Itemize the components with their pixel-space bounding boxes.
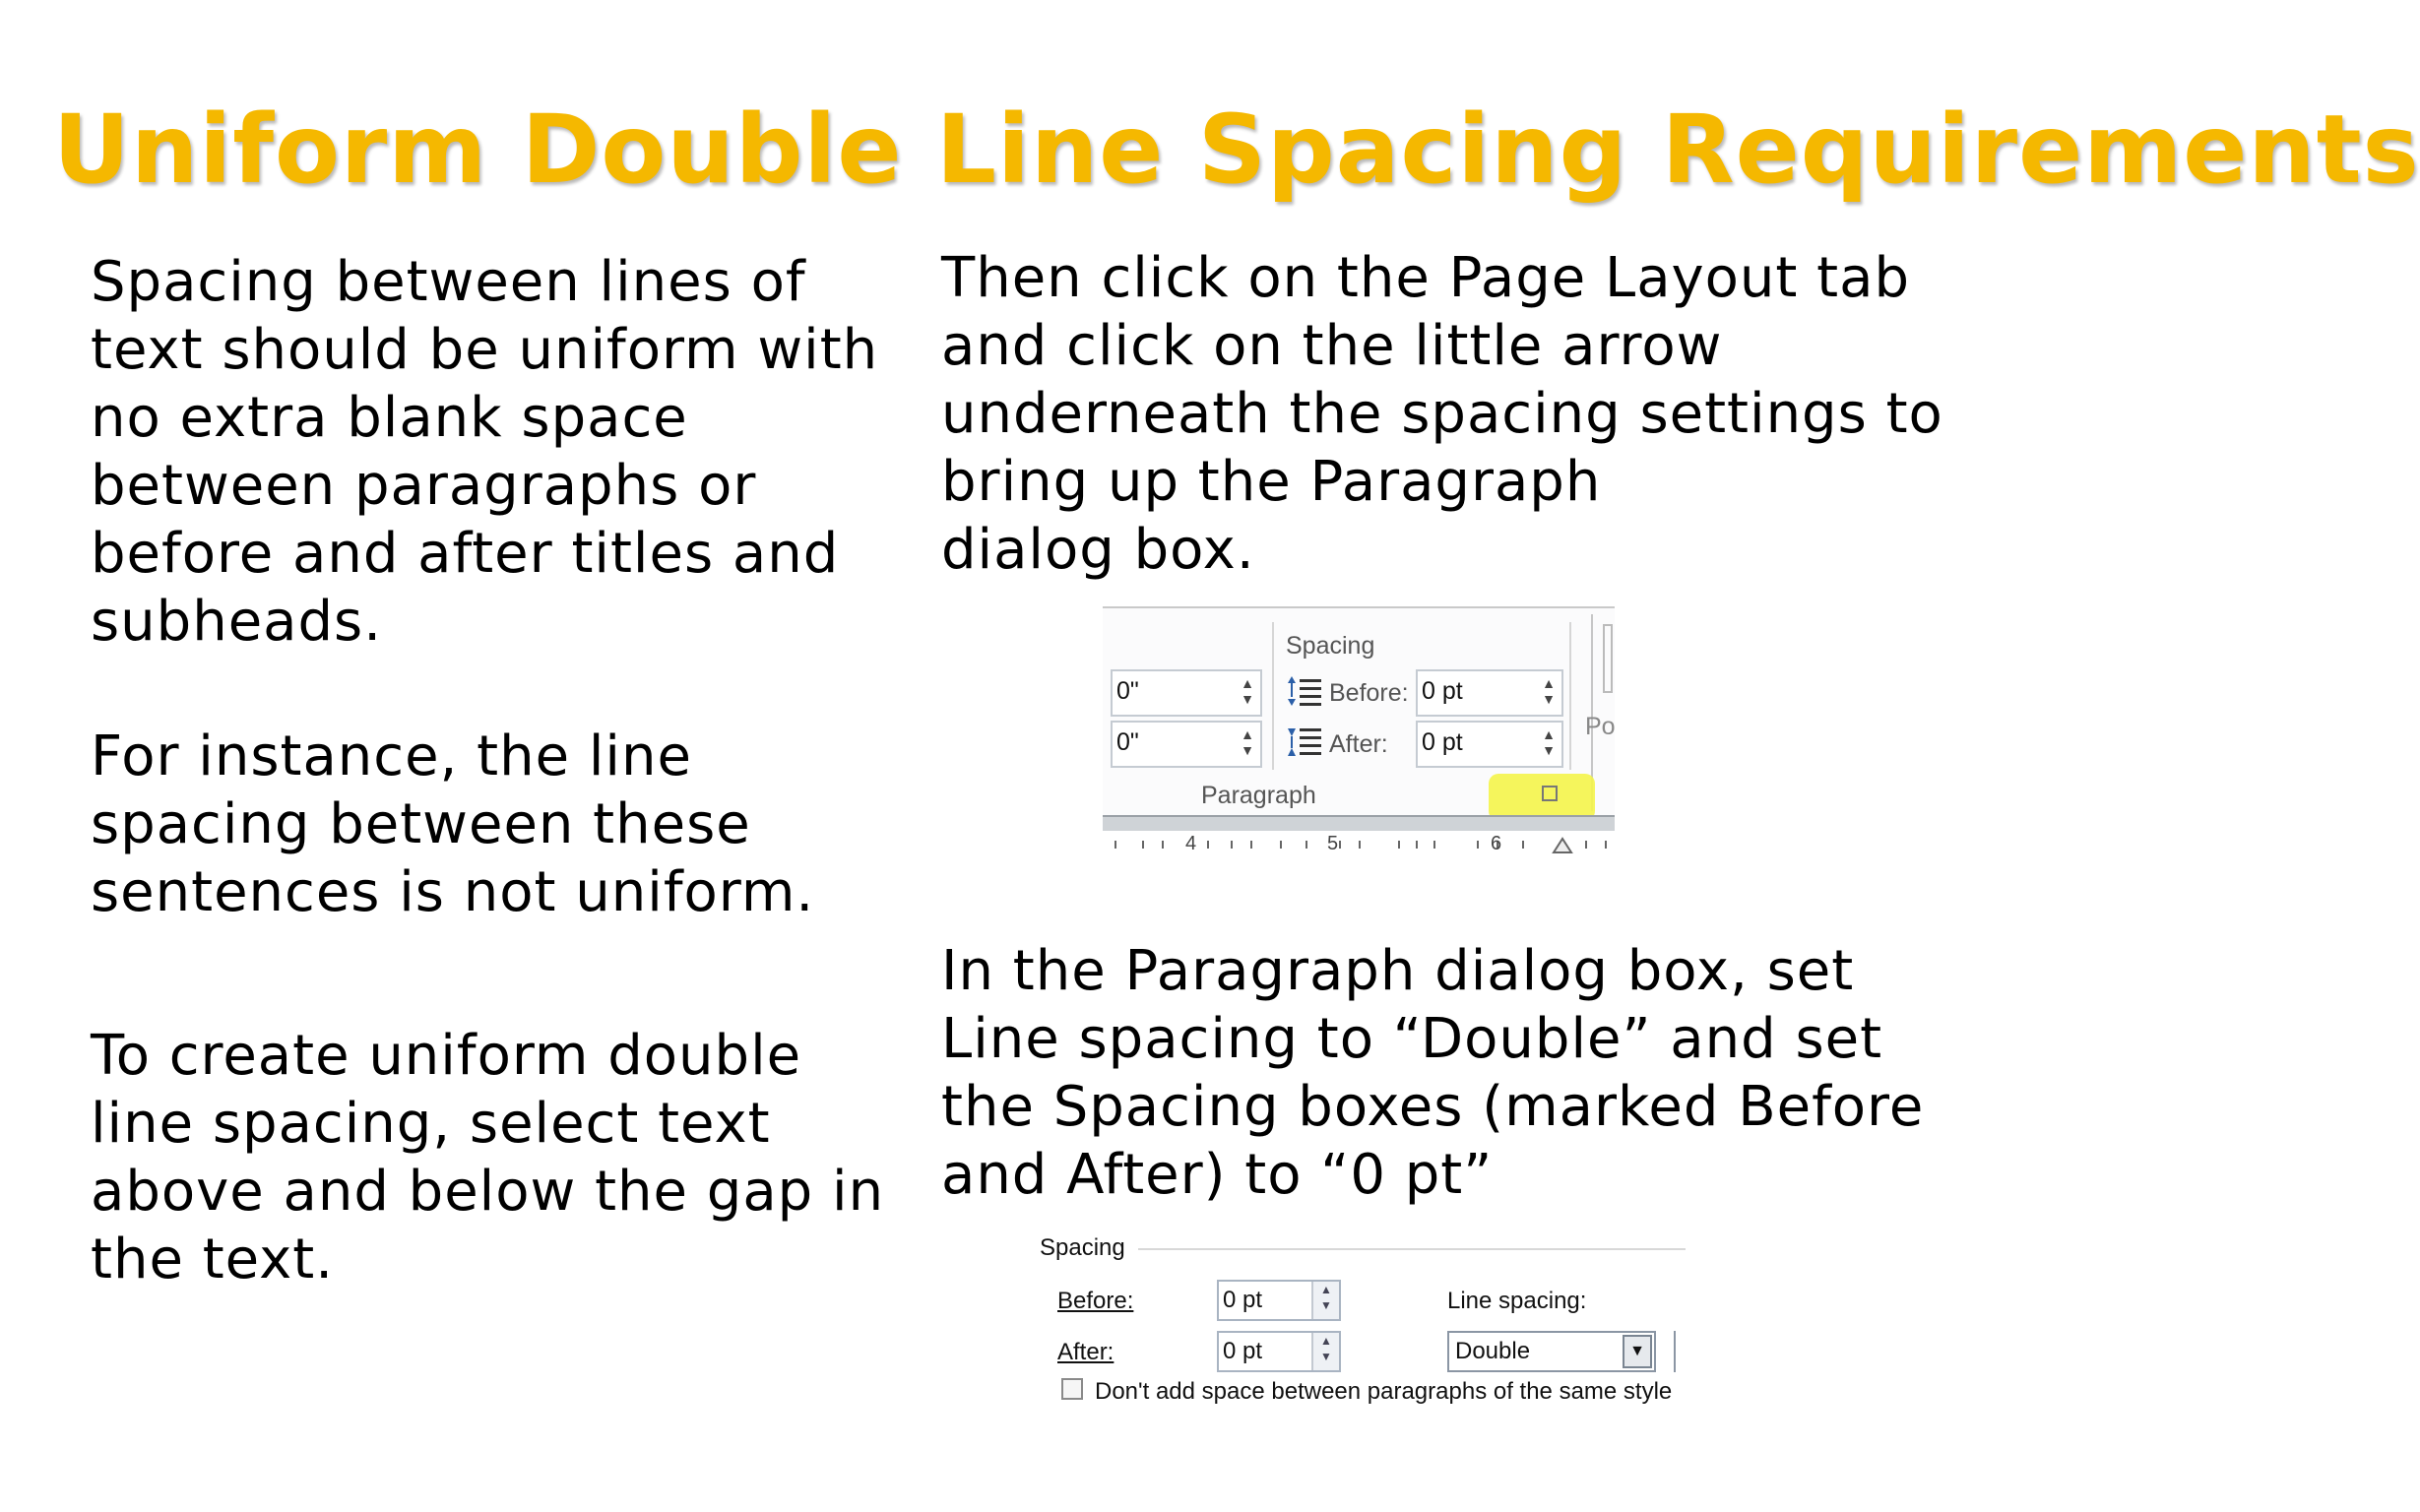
indent-left-value: 0" bbox=[1116, 677, 1139, 705]
text-line: and click on the little arrow bbox=[941, 314, 1723, 378]
ruler-tick bbox=[1280, 841, 1282, 849]
text-line: Then click on the Page Layout tab bbox=[941, 246, 1910, 310]
ruler-tick bbox=[1522, 841, 1524, 849]
ruler-tick bbox=[1605, 841, 1607, 849]
ruler-tick bbox=[1231, 841, 1233, 849]
dialog-after-input[interactable] bbox=[1217, 1331, 1341, 1372]
dialog-launcher-icon[interactable] bbox=[1542, 786, 1558, 801]
same-style-checkbox[interactable] bbox=[1061, 1378, 1083, 1400]
text-line: text should be uniform with bbox=[91, 318, 879, 382]
spin-arrows-icon[interactable]: ▲ ▼ bbox=[1542, 675, 1556, 707]
line-spacing-value: Double bbox=[1455, 1338, 1531, 1364]
text-line: the text. bbox=[91, 1228, 335, 1292]
ruler-tick bbox=[1207, 841, 1209, 849]
ribbon-before-value: 0 pt bbox=[1422, 677, 1463, 705]
spin-arrows-icon[interactable]: ▲ ▼ bbox=[1241, 675, 1254, 707]
text-line: Spacing between lines of bbox=[91, 250, 806, 314]
horizontal-ruler bbox=[1103, 831, 1615, 858]
next-group-label: Po bbox=[1585, 713, 1616, 740]
right-paragraph-1 bbox=[941, 244, 1943, 584]
left-paragraph-1 bbox=[91, 248, 878, 656]
ruler-tick bbox=[1585, 841, 1587, 849]
text-line: Line spacing to “Double” and set bbox=[941, 1007, 1883, 1071]
dialog-before-label: Before: bbox=[1057, 1288, 1134, 1314]
text-line: before and after titles and bbox=[91, 522, 840, 586]
ruler-tick bbox=[1433, 841, 1435, 849]
section-divider bbox=[1138, 1248, 1686, 1250]
text-line: no extra blank space bbox=[91, 386, 688, 450]
before-stepper-icon[interactable]: ▲ ▼ bbox=[1311, 1282, 1339, 1319]
indent-right-value: 0" bbox=[1116, 728, 1139, 756]
text-line: To create uniform double bbox=[91, 1024, 802, 1088]
ruler-tick bbox=[1306, 841, 1307, 849]
chevron-down-icon[interactable]: ▼ bbox=[1623, 1335, 1652, 1368]
scroll-stub bbox=[1603, 624, 1613, 693]
line-spacing-select[interactable] bbox=[1447, 1331, 1656, 1372]
ruler-tick bbox=[1416, 841, 1418, 849]
spacing-after-icon bbox=[1286, 724, 1325, 760]
dialog-after-label: After: bbox=[1057, 1339, 1114, 1365]
text-line: sentences is not uniform. bbox=[91, 860, 815, 924]
text-line: subheads. bbox=[91, 590, 382, 654]
ruler-tick bbox=[1339, 841, 1341, 849]
ruler-number: 6 bbox=[1491, 833, 1502, 854]
ribbon-paragraph-group bbox=[1103, 606, 1615, 858]
dialog-spacing-heading: Spacing bbox=[1040, 1234, 1125, 1261]
dialog-before-input[interactable] bbox=[1217, 1280, 1341, 1321]
ruler-tick bbox=[1398, 841, 1400, 849]
ruler-tick bbox=[1142, 841, 1144, 849]
text-line: and After) to “0 pt” bbox=[941, 1143, 1494, 1207]
text-line: spacing between these bbox=[91, 792, 751, 856]
after-stepper-icon[interactable]: ▲ ▼ bbox=[1311, 1333, 1339, 1370]
text-line: dialog box. bbox=[941, 518, 1255, 582]
cropped-field-edge bbox=[1674, 1331, 1676, 1372]
slide-title: Uniform Double Line Spacing Requirements bbox=[53, 94, 2420, 205]
text-line: line spacing, select text bbox=[91, 1092, 771, 1156]
ribbon-after-value: 0 pt bbox=[1422, 728, 1463, 756]
text-line: the Spacing boxes (marked Before bbox=[941, 1075, 1925, 1139]
group-separator bbox=[1272, 622, 1274, 770]
ruler-tick bbox=[1359, 841, 1361, 849]
spin-arrows-icon[interactable]: ▲ ▼ bbox=[1241, 726, 1254, 758]
ruler-tick bbox=[1250, 841, 1252, 849]
ruler-tick bbox=[1477, 841, 1479, 849]
ruler-number: 4 bbox=[1185, 833, 1197, 854]
dialog-before-value: 0 pt bbox=[1223, 1287, 1263, 1313]
indent-marker-icon[interactable] bbox=[1552, 835, 1573, 854]
paragraph-group-label: Paragraph bbox=[1201, 782, 1316, 809]
dialog-after-value: 0 pt bbox=[1223, 1338, 1263, 1364]
text-line: For instance, the line bbox=[91, 724, 692, 788]
right-paragraph-2 bbox=[941, 937, 1924, 1209]
ruler-number: 5 bbox=[1327, 833, 1339, 854]
left-paragraph-3 bbox=[91, 1022, 884, 1293]
after-label: After: bbox=[1329, 730, 1388, 758]
text-line: underneath the spacing settings to bbox=[941, 382, 1943, 446]
spacing-before-icon bbox=[1286, 673, 1325, 709]
ruler-tick bbox=[1114, 841, 1116, 849]
indent-right-spinner[interactable] bbox=[1111, 721, 1262, 768]
spin-arrows-icon[interactable]: ▲ ▼ bbox=[1542, 726, 1556, 758]
indent-left-spinner[interactable] bbox=[1111, 669, 1262, 717]
ribbon-before-spinner[interactable] bbox=[1416, 669, 1563, 717]
text-line: In the Paragraph dialog box, set bbox=[941, 939, 1855, 1003]
text-line: between paragraphs or bbox=[91, 454, 757, 518]
paragraph-dialog-spacing bbox=[1036, 1232, 1689, 1419]
ribbon-after-spinner[interactable] bbox=[1416, 721, 1563, 768]
ruler-tick bbox=[1162, 841, 1164, 849]
group-separator bbox=[1569, 622, 1571, 770]
spacing-heading: Spacing bbox=[1286, 632, 1375, 660]
before-label: Before: bbox=[1329, 679, 1409, 707]
same-style-checkbox-label: Don't add space between paragraphs of the same style bbox=[1095, 1378, 1673, 1405]
text-line: bring up the Paragraph bbox=[941, 450, 1602, 514]
text-line: above and below the gap in bbox=[91, 1160, 885, 1224]
line-spacing-label: Line spacing: bbox=[1447, 1288, 1587, 1314]
left-paragraph-2 bbox=[91, 723, 814, 926]
